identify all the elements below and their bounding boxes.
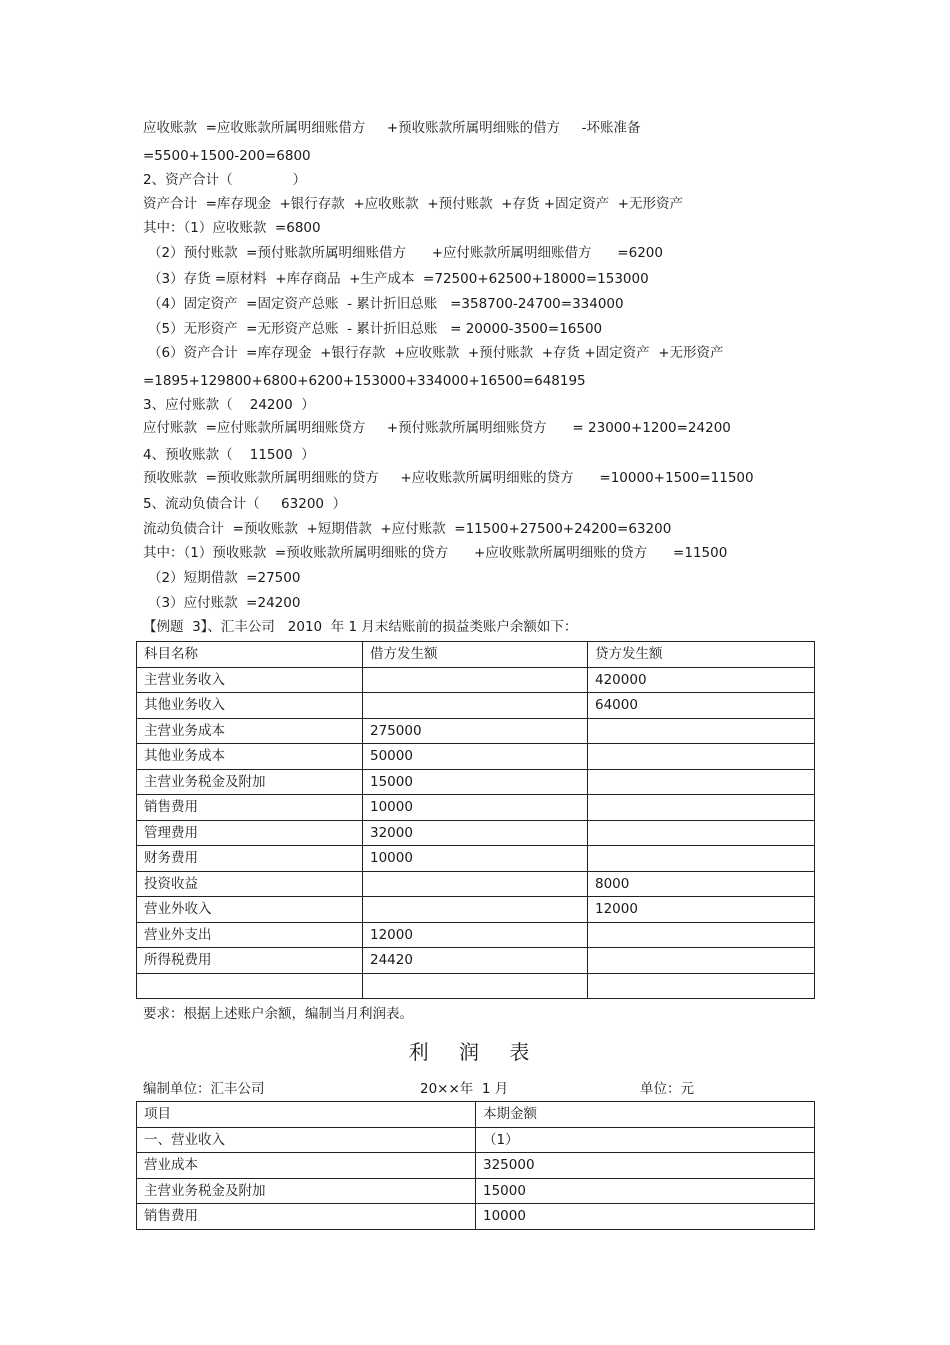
table-cell <box>363 871 588 897</box>
table-cell: 64000 <box>588 693 815 719</box>
table-cell: 投资收益 <box>137 871 363 897</box>
table-cell: 主营业务税金及附加 <box>137 1178 476 1204</box>
table-cell: 10000 <box>476 1204 815 1230</box>
text-line: 资产合计 =库存现金 +银行存款 +应收账款 +预付账款 +存货 +固定资产 +无形资产 <box>143 196 683 212</box>
account-balance-table <box>136 641 815 999</box>
table-row <box>137 1178 815 1204</box>
table-cell: 营业成本 <box>137 1153 476 1179</box>
text-line: 流动负债合计 =预收账款 +短期借款 +应付账款 =11500+27500+24200=63200 <box>143 521 672 537</box>
example-heading: 【例题 3】、汇丰公司 2010 年 1 月末结账前的损益类账户余额如下： <box>143 619 578 635</box>
section-heading: 5、流动负债合计（ 63200 ） <box>143 496 347 512</box>
table-cell: 一、营业收入 <box>137 1127 476 1153</box>
currency-unit: 单位：元 <box>640 1081 694 1097</box>
table-cell: 销售费用 <box>137 795 363 821</box>
table-cell: 财务费用 <box>137 846 363 872</box>
text-line: =1895+129800+6800+6200+153000+334000+16500=648195 <box>143 373 586 389</box>
table-cell: 10000 <box>363 795 588 821</box>
table-cell <box>137 973 363 999</box>
table-row <box>137 795 815 821</box>
table-cell: 主营业务收入 <box>137 667 363 693</box>
table-cell: 营业外支出 <box>137 922 363 948</box>
table-cell: 管理费用 <box>137 820 363 846</box>
table-cell: 其他业务成本 <box>137 744 363 770</box>
text-line: 其中：（1）预收账款 =预收账款所属明细账的贷方 +应收账款所属明细账的贷方 =11500 <box>143 545 728 561</box>
table-row <box>137 846 815 872</box>
text-line: （2）短期借款 =27500 <box>148 570 301 586</box>
table-cell <box>588 795 815 821</box>
table-cell <box>588 922 815 948</box>
column-header: 项目 <box>137 1102 476 1128</box>
table-cell: 50000 <box>363 744 588 770</box>
table-cell: 32000 <box>363 820 588 846</box>
table-cell <box>588 846 815 872</box>
table-cell <box>588 744 815 770</box>
text-line: （3）存货 =原材料 +库存商品 +生产成本 =72500+62500+18000=153000 <box>148 271 649 287</box>
preparer-unit: 编制单位：汇丰公司 <box>143 1081 265 1097</box>
table-cell: 营业外收入 <box>137 897 363 923</box>
text-line: （4）固定资产 =固定资产总账 - 累计折旧总账 =358700-24700=334000 <box>148 296 624 312</box>
table-row <box>137 922 815 948</box>
table-cell <box>588 948 815 974</box>
text-line: （5）无形资产 =无形资产总账 - 累计折旧总账 = 20000-3500=16500 <box>148 321 603 337</box>
column-header: 贷方发生额 <box>588 642 815 668</box>
text-line: 预收账款 =预收账款所属明细账的贷方 +应收账款所属明细账的贷方 =10000+1500=11500 <box>143 470 754 486</box>
table-cell: 主营业务成本 <box>137 718 363 744</box>
table-row <box>137 667 815 693</box>
table-row <box>137 693 815 719</box>
table-cell: 420000 <box>588 667 815 693</box>
requirement-text: 要求：根据上述账户余额，编制当月利润表。 <box>143 1006 413 1022</box>
section-heading: 2、资产合计（ ） <box>143 172 307 188</box>
table-row <box>137 744 815 770</box>
text-line: =5500+1500-200=6800 <box>143 148 311 164</box>
table-cell <box>588 769 815 795</box>
table-cell: 275000 <box>363 718 588 744</box>
table-cell: 12000 <box>588 897 815 923</box>
table-cell <box>588 820 815 846</box>
table-row <box>137 948 815 974</box>
table-row <box>137 1153 815 1179</box>
income-statement-title: 利 润 表 <box>408 1040 542 1064</box>
table-cell: 24420 <box>363 948 588 974</box>
section-heading: 3、应付账款（ 24200 ） <box>143 397 315 413</box>
table-cell <box>363 897 588 923</box>
table-cell: 其他业务收入 <box>137 693 363 719</box>
column-header: 借方发生额 <box>363 642 588 668</box>
table-row <box>137 718 815 744</box>
table-cell: 15000 <box>363 769 588 795</box>
text-line: （2）预付账款 =预付账款所属明细账借方 +应付账款所属明细账借方 =6200 <box>148 245 663 261</box>
text-line: 应付账款 =应付账款所属明细账贷方 +预付账款所属明细账贷方 = 23000+1200=24200 <box>143 420 731 436</box>
table-row <box>137 820 815 846</box>
income-statement-table <box>136 1101 815 1230</box>
column-header: 本期金额 <box>476 1102 815 1128</box>
table-header-row <box>137 642 815 668</box>
table-cell: （1） <box>476 1127 815 1153</box>
table-cell: 主营业务税金及附加 <box>137 769 363 795</box>
table-cell <box>363 667 588 693</box>
table-cell: 销售费用 <box>137 1204 476 1230</box>
text-line: 应收账款 =应收账款所属明细账借方 +预收账款所属明细账的借方 -坏账准备 <box>143 120 641 136</box>
table-cell <box>363 693 588 719</box>
table-cell: 所得税费用 <box>137 948 363 974</box>
table-row <box>137 897 815 923</box>
table-cell: 10000 <box>363 846 588 872</box>
table-cell: 8000 <box>588 871 815 897</box>
table-cell <box>588 973 815 999</box>
statement-period: 20××年 1 月 <box>420 1081 509 1097</box>
table-cell: 15000 <box>476 1178 815 1204</box>
table-cell <box>363 973 588 999</box>
table-cell: 12000 <box>363 922 588 948</box>
table-row <box>137 769 815 795</box>
table-row <box>137 1204 815 1230</box>
table-row <box>137 973 815 999</box>
table-row <box>137 1127 815 1153</box>
table-cell: 325000 <box>476 1153 815 1179</box>
text-line: （6）资产合计 =库存现金 +银行存款 +应收账款 +预付账款 +存货 +固定资产 +无形资产 <box>148 345 724 361</box>
table-header-row <box>137 1102 815 1128</box>
text-line: （3）应付账款 =24200 <box>148 595 301 611</box>
table-cell <box>588 718 815 744</box>
column-header: 科目名称 <box>137 642 363 668</box>
table-row <box>137 871 815 897</box>
text-line: 其中：（1）应收账款 =6800 <box>143 220 321 236</box>
section-heading: 4、预收账款（ 11500 ） <box>143 447 315 463</box>
